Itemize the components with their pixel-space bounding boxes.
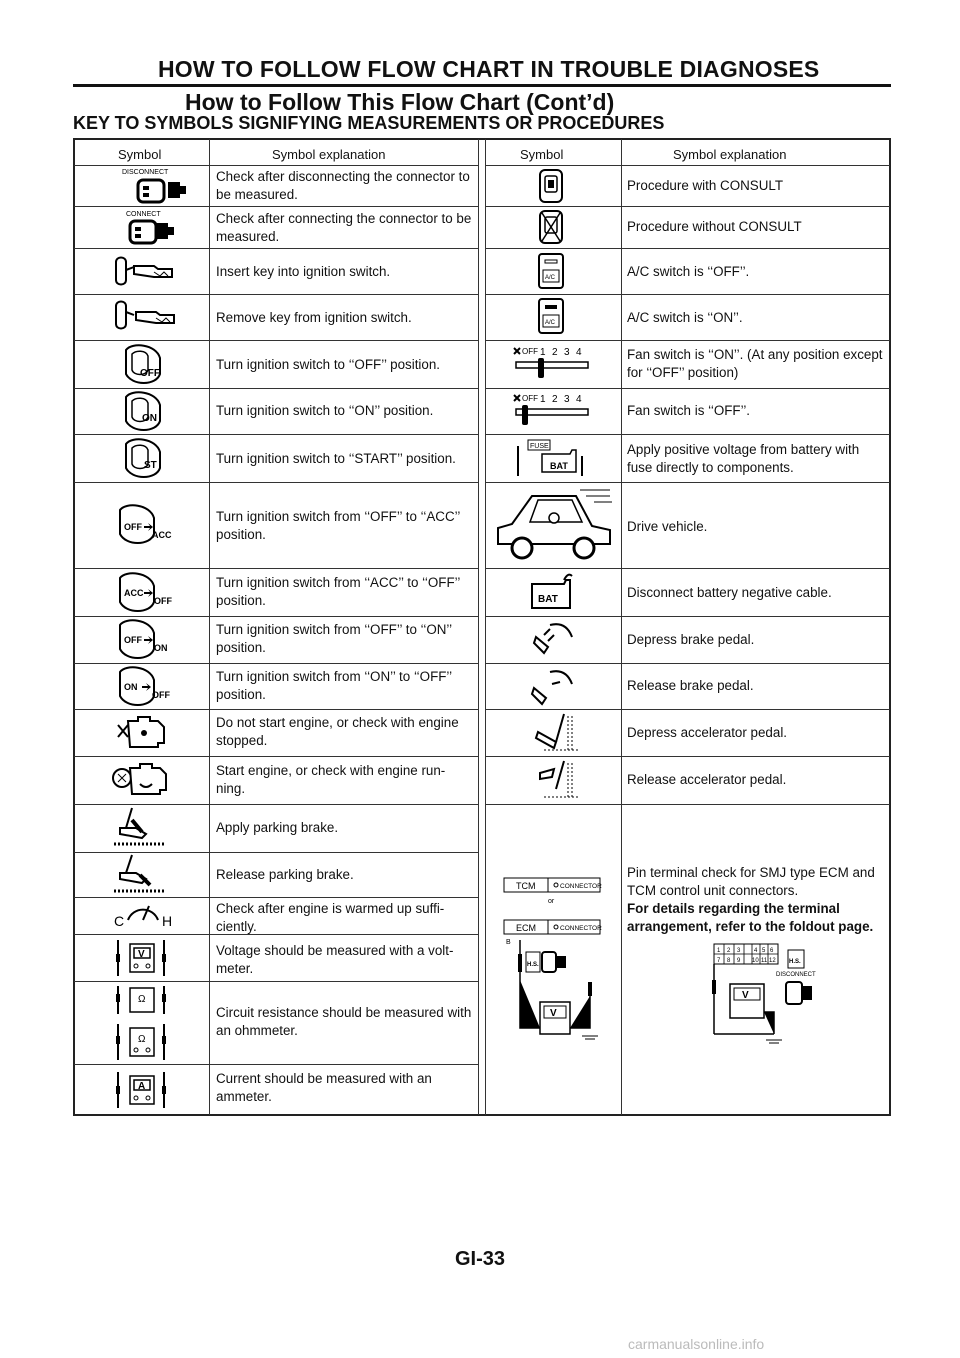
svg-text:DISCONNECT: DISCONNECT — [122, 169, 169, 176]
page-number: GI-33 — [454, 1248, 506, 1270]
col-header-explanation: Symbol explanation — [272, 147, 386, 162]
row-line — [74, 248, 479, 249]
svg-text:ON: ON — [142, 413, 157, 424]
svg-text:4: 4 — [576, 394, 582, 405]
explanation-text: Turn ignition switch to ‘‘OFF’’ position. — [216, 357, 441, 372]
svg-text:OFF: OFF — [522, 347, 538, 356]
battery-fuse-icon — [512, 436, 592, 480]
row-line — [74, 804, 479, 805]
explanation-text: A/C switch is ‘‘OFF’’. — [627, 264, 750, 279]
svg-text:ST: ST — [144, 460, 157, 471]
explanation-text: Apply positive voltage from battery with fuse directly to components. — [627, 442, 860, 475]
explanation-text: Start engine, or check with engine run-ning. — [216, 763, 446, 796]
svg-text:BAT: BAT — [550, 461, 568, 471]
explanation-text: Check after disconnecting the connector to be measured. — [216, 169, 470, 202]
ignition-off-to-on-icon — [114, 617, 174, 663]
terminal-arrangement-diagram — [710, 940, 830, 1050]
explanation-text: Depress brake pedal. — [627, 632, 755, 647]
explanation-text: Voltage should be measured with a volt-meter. — [216, 943, 454, 976]
consult-icon — [536, 168, 566, 204]
explanation-text: Turn ignition switch to ‘‘START’’ position. — [216, 451, 456, 466]
ac-switch-off-icon — [536, 252, 566, 290]
row-line — [74, 1064, 479, 1065]
drive-vehicle-icon — [490, 484, 616, 566]
svg-text:OFF: OFF — [152, 690, 170, 700]
svg-text:6: 6 — [770, 948, 774, 954]
parking-brake-release-icon — [110, 853, 170, 897]
svg-text:3: 3 — [564, 347, 570, 358]
row-line — [486, 248, 890, 249]
col-divider — [621, 139, 622, 1115]
svg-text:OFF: OFF — [124, 522, 142, 532]
svg-text:2: 2 — [727, 948, 731, 954]
accelerator-release-icon — [534, 759, 580, 801]
explanation-text: Pin terminal check for SMJ type ECM and TCM control unit connectors. — [627, 865, 875, 898]
row-line — [486, 756, 890, 757]
svg-text:ACC: ACC — [124, 588, 144, 598]
svg-text:CONNECT: CONNECT — [126, 211, 161, 218]
page-header-subtitle: How to Follow This Flow Chart (Cont’d) — [185, 89, 615, 115]
fan-switch-on-icon — [510, 342, 592, 386]
col-divider — [209, 139, 210, 1115]
row-line — [486, 663, 890, 664]
explanation-text: Remove key from ignition switch. — [216, 310, 412, 325]
explanation-text: Release brake pedal. — [627, 678, 754, 693]
explanation-text: Turn ignition switch from ‘‘OFF’’ to ‘‘ACC’’ position. — [216, 509, 460, 542]
row-line — [74, 340, 479, 341]
row-line — [486, 616, 890, 617]
svg-text:4: 4 — [754, 948, 758, 954]
explanation-text: Apply parking brake. — [216, 820, 339, 835]
explanation-text: Check after engine is warmed up suffi-ciently. — [216, 901, 445, 934]
col-divider — [485, 139, 486, 1115]
voltmeter-icon — [112, 936, 172, 980]
svg-text:BAT: BAT — [538, 594, 558, 605]
parking-brake-apply-icon — [110, 806, 170, 850]
row-line — [486, 294, 890, 295]
explanation-text: Release parking brake. — [216, 867, 354, 882]
explanation-text: Check after connecting the connector to be measured. — [216, 211, 472, 244]
explanation-text: Release accelerator pedal. — [627, 772, 787, 787]
svg-text:1: 1 — [540, 347, 546, 358]
insert-key-icon — [110, 252, 180, 292]
col-header-explanation: Symbol explanation — [673, 147, 787, 162]
explanation-text: Fan switch is ‘‘OFF’’. — [627, 403, 751, 418]
page-header-title: HOW TO FOLLOW FLOW CHART IN TROUBLE DIAGNOSES — [158, 56, 820, 82]
svg-text:V: V — [550, 1008, 557, 1019]
explanation-text: Procedure without CONSULT — [627, 219, 802, 234]
ammeter-icon — [112, 1068, 172, 1112]
row-line — [486, 709, 890, 710]
col-header-symbol: Symbol — [118, 147, 162, 162]
svg-text:3: 3 — [564, 394, 570, 405]
ignition-acc-to-off-icon — [114, 570, 174, 616]
ignition-on-to-off-icon — [114, 664, 174, 710]
explanation-text: Current should be measured with an ammeter. — [216, 1071, 432, 1104]
explanation-text: Procedure with CONSULT — [627, 178, 784, 193]
ignition-off-icon — [118, 342, 168, 386]
connect-connector-icon — [116, 207, 200, 247]
header-rule — [73, 84, 891, 87]
svg-text:TCM: TCM — [516, 881, 536, 891]
brake-pedal-depress-icon — [530, 619, 578, 661]
brake-pedal-release-icon — [530, 666, 578, 708]
svg-text:9: 9 — [737, 958, 741, 964]
col-divider — [478, 139, 479, 1115]
svg-text:OFF: OFF — [124, 635, 142, 645]
remove-key-icon — [110, 298, 180, 338]
svg-text:Ω: Ω — [138, 1034, 146, 1045]
fan-switch-off-icon — [510, 389, 592, 433]
no-consult-icon — [536, 209, 566, 245]
svg-text:V: V — [742, 990, 749, 1001]
explanation-text: Disconnect battery negative cable. — [627, 585, 832, 600]
svg-text:H: H — [162, 913, 173, 929]
svg-text:5: 5 — [762, 948, 766, 954]
svg-text:or: or — [548, 898, 555, 905]
section-title: KEY TO SYMBOLS SIGNIFYING MEASUREMENTS OR PROCEDURES — [73, 113, 665, 133]
row-line — [486, 434, 890, 435]
row-line — [486, 482, 890, 483]
row-line — [74, 434, 479, 435]
svg-text:1: 1 — [540, 394, 546, 405]
svg-text:OFF: OFF — [522, 394, 538, 403]
row-line — [486, 568, 890, 569]
explanation-text: Turn ignition switch from ‘‘OFF’’ to ‘‘ON’’ position. — [216, 622, 452, 655]
svg-text:C: C — [114, 913, 125, 929]
explanation-text: Drive vehicle. — [627, 519, 708, 534]
explanation-text: Do not start engine, or check with engine stopped. — [216, 715, 459, 748]
svg-text:12: 12 — [769, 958, 776, 964]
row-line — [486, 340, 890, 341]
explanation-text: Insert key into ignition switch. — [216, 264, 391, 279]
explanation-text: A/C switch is ‘‘ON’’. — [627, 310, 743, 325]
svg-text:2: 2 — [552, 394, 558, 405]
svg-text:ECM: ECM — [516, 923, 536, 933]
row-line — [486, 804, 890, 805]
svg-text:7: 7 — [717, 958, 721, 964]
svg-text:3: 3 — [737, 948, 741, 954]
explanation-text: Fan switch is ‘‘ON’’. (At any position except for ‘‘OFF’’ position) — [627, 347, 883, 380]
watermark: carmanualsonline.info — [628, 1336, 765, 1352]
svg-text:H.S.: H.S. — [789, 959, 801, 965]
svg-text:11: 11 — [761, 958, 768, 964]
ac-switch-on-icon — [536, 297, 566, 335]
svg-text:10: 10 — [752, 958, 759, 964]
ohmmeter-icon — [112, 984, 172, 1062]
explanation-text: Turn ignition switch from ‘‘ACC’’ to ‘‘OFF’’ position. — [216, 575, 460, 608]
svg-text:Ω: Ω — [138, 994, 146, 1005]
svg-text:B: B — [506, 939, 511, 946]
col-header-symbol: Symbol — [520, 147, 564, 162]
row-line — [74, 568, 479, 569]
svg-text:V: V — [138, 949, 145, 960]
svg-text:A/C: A/C — [545, 275, 556, 281]
engine-running-icon — [110, 758, 172, 802]
row-line — [486, 165, 890, 166]
temperature-gauge-icon — [110, 898, 180, 934]
svg-text:4: 4 — [576, 347, 582, 358]
explanation-text: Turn ignition switch to ‘‘ON’’ position. — [216, 403, 434, 418]
row-line — [74, 981, 479, 982]
explanation-text-bold: For details regarding the terminal arrangement, refer to the foldout page. — [627, 901, 874, 934]
svg-text:OFF: OFF — [140, 368, 160, 379]
ignition-off-to-acc-icon — [114, 500, 174, 550]
svg-text:DISCONNECT: DISCONNECT — [776, 972, 816, 978]
engine-stopped-icon — [112, 711, 174, 755]
explanation-text: Circuit resistance should be measured with an ohmmeter. — [216, 1005, 472, 1038]
ignition-start-icon — [118, 436, 168, 480]
row-line — [486, 206, 890, 207]
svg-text:A/C: A/C — [545, 320, 556, 326]
row-line — [74, 756, 479, 757]
svg-text:ON: ON — [154, 643, 168, 653]
disconnect-connector-icon — [116, 166, 200, 206]
svg-text:8: 8 — [727, 958, 731, 964]
explanation-text: Depress accelerator pedal. — [627, 725, 788, 740]
svg-text:ACC: ACC — [152, 530, 172, 540]
svg-text:A: A — [138, 1081, 146, 1092]
svg-text:CONNECTOR: CONNECTOR — [560, 925, 602, 932]
svg-text:1: 1 — [717, 948, 721, 954]
ignition-on-icon — [118, 389, 168, 433]
svg-text:CONNECTOR: CONNECTOR — [560, 883, 602, 890]
row-line — [74, 294, 479, 295]
svg-text:ON: ON — [124, 682, 138, 692]
row-line — [74, 482, 479, 483]
svg-text:FUSE: FUSE — [530, 443, 549, 450]
pin-terminal-check-diagram — [496, 870, 616, 1040]
explanation-text: Turn ignition switch from ‘‘ON’’ to ‘‘OFF’’ position. — [216, 669, 452, 702]
accelerator-depress-icon — [534, 712, 580, 754]
svg-text:OFF: OFF — [154, 596, 172, 606]
svg-text:H.S.: H.S. — [527, 962, 539, 968]
svg-text:2: 2 — [552, 347, 558, 358]
battery-negative-icon — [526, 570, 576, 614]
